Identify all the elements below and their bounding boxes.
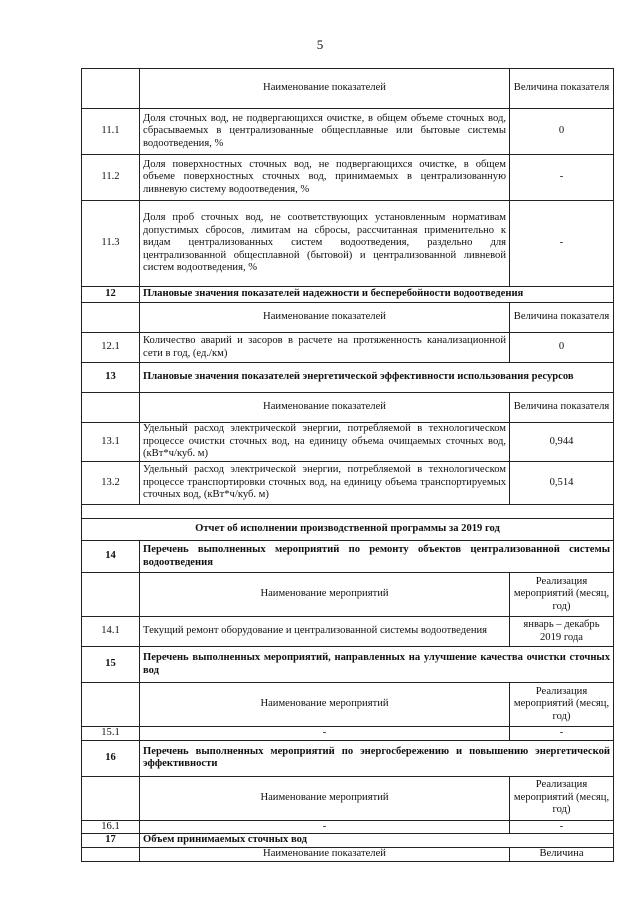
column-header-value: Величина показателя	[510, 393, 614, 423]
section-number: 16	[82, 740, 140, 776]
row-value: -	[510, 155, 614, 201]
section-title: Плановые значения показателей надежности и бесперебойности водоотведения	[140, 287, 614, 303]
column-header-value: Величина показателя	[510, 303, 614, 333]
table-row	[82, 820, 614, 834]
empty-cell	[82, 776, 140, 820]
row-number: 13.2	[82, 462, 140, 505]
row-number: 11.3	[82, 201, 140, 287]
table-header-row	[82, 848, 614, 862]
row-name: Доля проб сточных вод, не соответствующих установленным нормативам допустимых сбросов, лимитам на сбросы, рассчитанная применительно к видам централизованных систем водоотведения, раздельно для централизованной общесплавной (бытовой) и централизованной ливневой систем водоотведения, %	[140, 201, 510, 287]
section-row	[82, 834, 614, 848]
table-row	[82, 333, 614, 363]
table-header-row	[82, 69, 614, 109]
table-row	[82, 727, 614, 741]
section-title: Плановые значения показателей энергетической эффективности использования ресурсов	[140, 363, 614, 393]
table-row	[82, 155, 614, 201]
table-header-row	[82, 303, 614, 333]
row-number: 12.1	[82, 333, 140, 363]
spacer-row	[82, 505, 614, 519]
table-header-row	[82, 683, 614, 727]
row-value: 0,944	[510, 423, 614, 462]
row-number: 11.2	[82, 155, 140, 201]
column-header-name: Наименование показателей	[140, 303, 510, 333]
section-title: Перечень выполненных мероприятий, направленных на улучшение качества очистки сточных вод	[140, 647, 614, 683]
column-header-value: Реализация мероприятий (месяц, год)	[510, 776, 614, 820]
column-header-value: Величина показателя	[510, 69, 614, 109]
section-row	[82, 647, 614, 683]
column-header-name: Наименование показателей	[140, 393, 510, 423]
row-name: -	[140, 727, 510, 741]
table-row	[82, 201, 614, 287]
empty-cell	[82, 573, 140, 617]
row-name: -	[140, 820, 510, 834]
empty-cell	[82, 393, 140, 423]
table-row	[82, 617, 614, 647]
column-header-name: Наименование мероприятий	[140, 776, 510, 820]
row-number: 16.1	[82, 820, 140, 834]
row-value: -	[510, 201, 614, 287]
section-title: Перечень выполненных мероприятий по энергосбережению и повышению энергетической эффективности	[140, 740, 614, 776]
row-number: 14.1	[82, 617, 140, 647]
row-name: Удельный расход электрической энергии, потребляемой в технологическом процессе очистки сточных вод, на единицу объема очищаемых сточных вод, (кВт*ч/куб. м)	[140, 423, 510, 462]
column-header-name: Наименование показателей	[140, 848, 510, 862]
row-value: 0,514	[510, 462, 614, 505]
table-row	[82, 109, 614, 155]
table-row	[82, 462, 614, 505]
spacer-cell	[82, 505, 614, 519]
row-number: 13.1	[82, 423, 140, 462]
section-number: 14	[82, 541, 140, 573]
table-header-row	[82, 393, 614, 423]
page-number: 5	[316, 37, 324, 52]
row-number: 11.1	[82, 109, 140, 155]
row-value: -	[510, 820, 614, 834]
table-header-row	[82, 573, 614, 617]
row-value: -	[510, 727, 614, 741]
empty-cell	[82, 303, 140, 333]
row-name: Доля поверхностных сточных вод, не подвергающихся очистке, в общем объеме поверхностных сточных вод, принимаемых в централизованную ливневую систему водоотведения, %	[140, 155, 510, 201]
row-name: Текущий ремонт оборудование и централизованной системы водоотведения	[140, 617, 510, 647]
column-header-value: Реализация мероприятий (месяц, год)	[510, 573, 614, 617]
empty-cell	[82, 683, 140, 727]
section-number: 12	[82, 287, 140, 303]
section-number: 17	[82, 834, 140, 848]
empty-cell	[82, 848, 140, 862]
row-value: январь – декабрь 2019 года	[510, 617, 614, 647]
row-value: 0	[510, 333, 614, 363]
indicators-table	[81, 68, 614, 862]
column-header-name: Наименование мероприятий	[140, 683, 510, 727]
column-header-value: Величина	[510, 848, 614, 862]
section-row	[82, 740, 614, 776]
section-title: Перечень выполненных мероприятий по ремонту объектов централизованной системы водоотведения	[140, 541, 614, 573]
section-row	[82, 363, 614, 393]
row-name: Удельный расход электрической энергии, потребляемой в технологическом процессе транспортировки сточных вод, на единицу объема транспортируемых сточных вод, (кВт*ч/куб. м)	[140, 462, 510, 505]
section-number: 15	[82, 647, 140, 683]
table-header-row	[82, 776, 614, 820]
row-name: Доля сточных вод, не подвергающихся очистке, в общем объеме сточных вод, сбрасываемых в централизованные общесплавные или бытовые системы водоотведения, %	[140, 109, 510, 155]
row-name: Количество аварий и засоров в расчете на протяженность канализационной сети в год, (ед./км)	[140, 333, 510, 363]
table-row	[82, 423, 614, 462]
column-header-name: Наименование показателей	[140, 69, 510, 109]
section-row	[82, 287, 614, 303]
column-header-name: Наименование мероприятий	[140, 573, 510, 617]
section-number: 13	[82, 363, 140, 393]
column-header-value: Реализация мероприятий (месяц, год)	[510, 683, 614, 727]
empty-cell	[82, 69, 140, 109]
row-value: 0	[510, 109, 614, 155]
section-row	[82, 541, 614, 573]
section-title: Объем принимаемых сточных вод	[140, 834, 614, 848]
row-number: 15.1	[82, 727, 140, 741]
report-title-row	[82, 519, 614, 541]
report-title: Отчет об исполнении производственной программы за 2019 год	[82, 519, 614, 541]
